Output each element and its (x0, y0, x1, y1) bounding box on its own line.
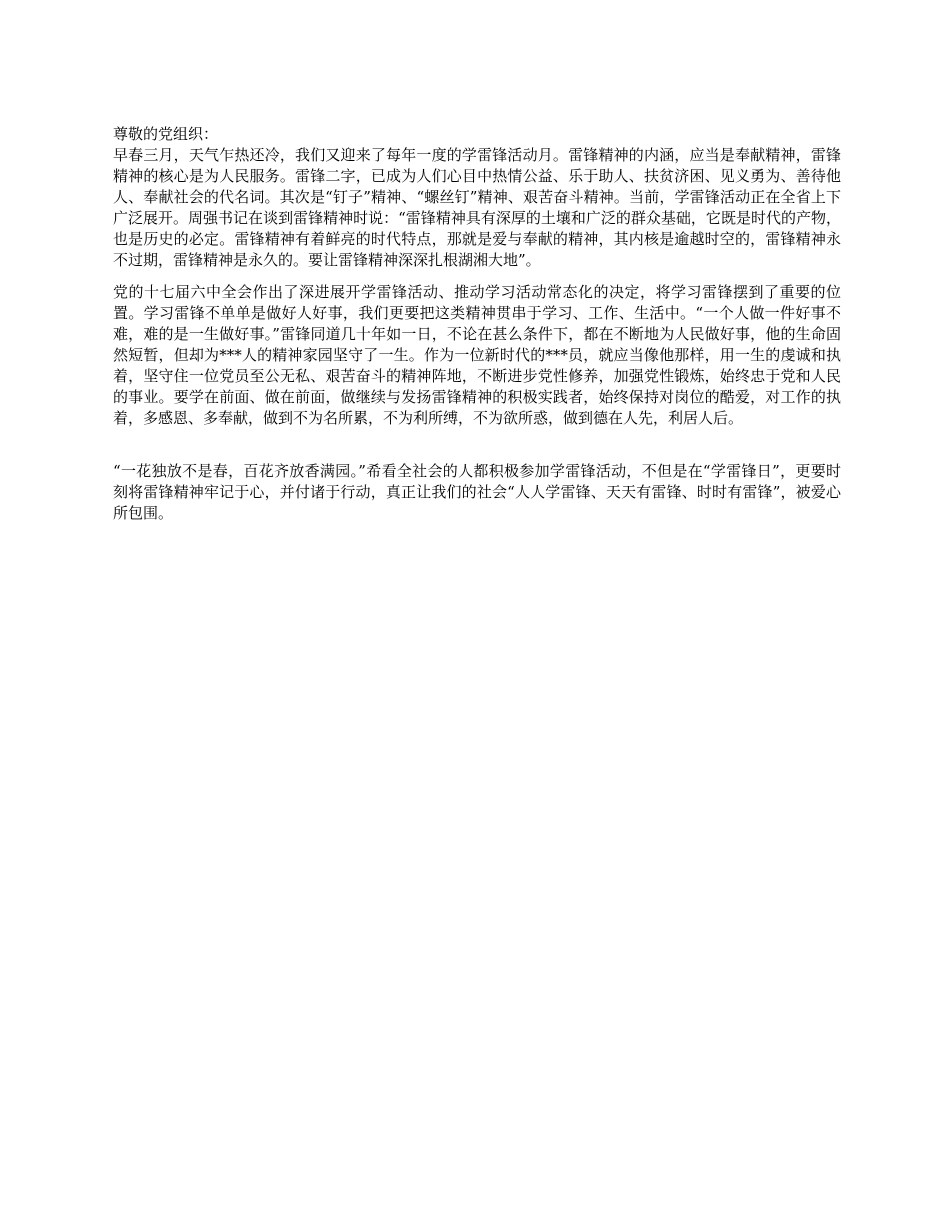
salutation: 尊敬的党组织： (113, 125, 219, 143)
paragraph-3: “一花独放不是春，百花齐放香满园。”希看全社会的人都积极参加学雷锋活动，不但是在“学雷锋日”，更要时刻将雷锋精神牢记于心，并付诸于行动，真正让我们的社会“人人学雷锋、天天有雷锋、时时有雷锋”，被爱心所包围。 (113, 462, 841, 522)
document-page (113, 124, 841, 524)
paragraph-2: 党的十七届六中全会作出了深进展开学雷锋活动、推动学习活动常态化的决定，将学习雷锋摆到了重要的位置。学习雷锋不单单是做好人好事，我们更要把这类精神贯串于学习、工作、生活中。“一个人做一件好事不难，难的是一生做好事。”雷锋同道几十年如一日，不论在甚么条件下，都在不断地为人民做好事，他的生命固然短暂，但却为***人的精神家园坚守了一生。作为一位新时代的***员，就应当像他那样，用一生的虔诚和执着，坚守住一位党员至公无私、艰苦奋斗的精神阵地，不断进步党性修养，加强党性锻炼，始终忠于党和人民的事业。要学在前面、做在前面，做继续与发扬雷锋精神的积极实践者，始终保持对岗位的酷爱，对工作的执着，多感恩、多奉献，做到不为名所累，不为利所缚，不为欲所惑，做到德在人先，利居人后。 (113, 283, 841, 427)
paragraph-1: 早春三月，天气乍热还冷，我们又迎来了每年一度的学雷锋活动月。雷锋精神的内涵，应当是奉献精神，雷锋精神的核心是为人民服务。雷锋二字，已成为人们心目中热情公益、乐于助人、扶贫济困、见义勇为、善待他人、奉献社会的代名词。其次是“钉子”精神、“螺丝钉”精神、艰苦奋斗精神。当前，学雷锋活动正在全省上下广泛展开。周强书记在谈到雷锋精神时说：“雷锋精神具有深厚的土壤和广泛的群众基础，它既是时代的产物，也是历史的必定。雷锋精神有着鲜亮的时代特点，那就是爱与奉献的精神，其内核是逾越时空的，雷锋精神永不过期，雷锋精神是永久的。要让雷锋精神深深扎根湖湘大地”。 (113, 146, 841, 269)
